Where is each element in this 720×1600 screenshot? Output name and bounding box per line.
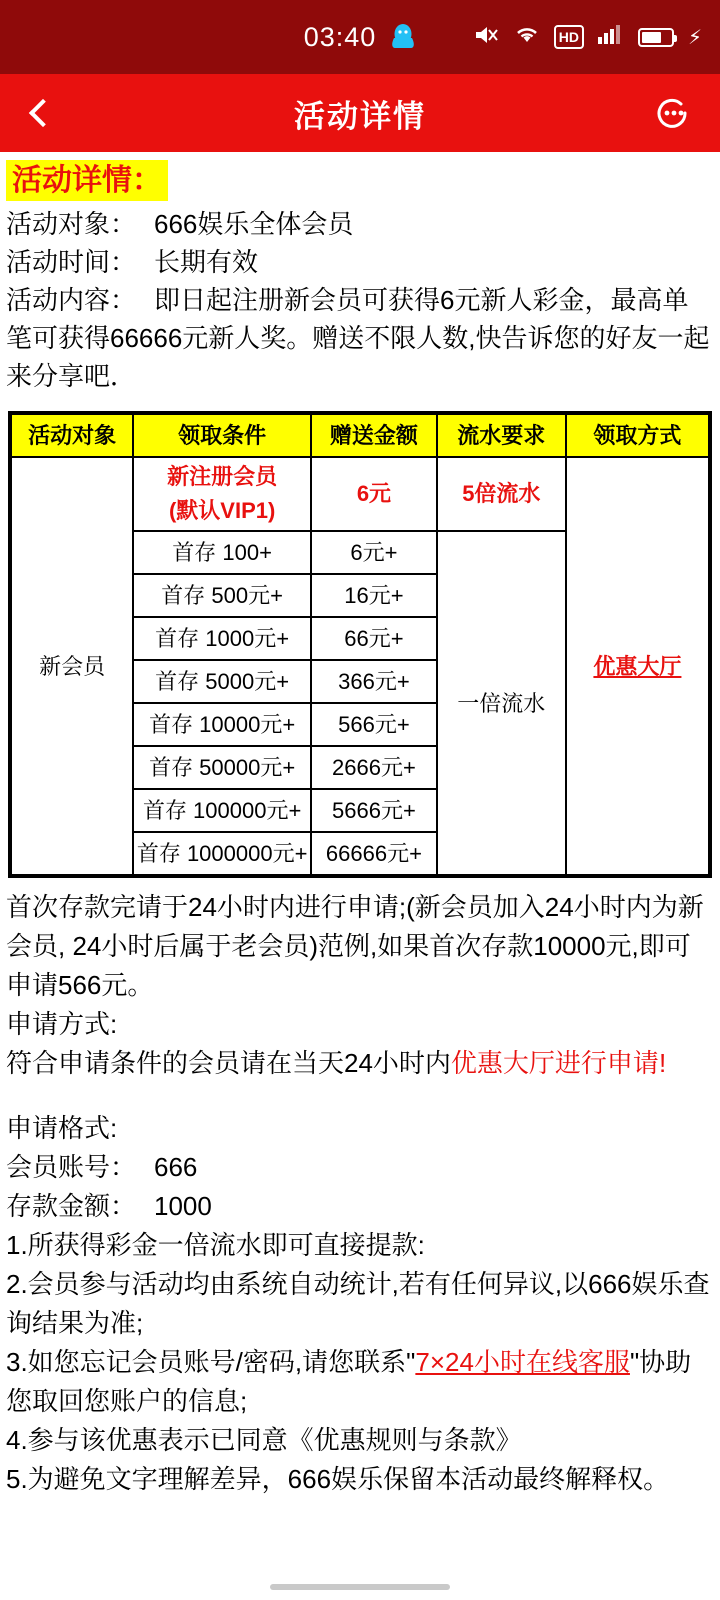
cell-amount: 16元+ bbox=[311, 574, 437, 617]
account-row bbox=[6, 1148, 714, 1187]
cell-condition: 首存 1000元+ bbox=[133, 617, 311, 660]
account-value: 666 bbox=[154, 1152, 198, 1182]
cell-condition: 首存 50000元+ bbox=[133, 746, 311, 789]
cell-condition: 首存 10000元+ bbox=[133, 703, 311, 746]
table-header-row bbox=[11, 414, 709, 457]
cell-amount: 66666元+ bbox=[311, 832, 437, 875]
cell-top-amount: 6元 bbox=[311, 457, 437, 531]
apply-line-prefix: 符合申请条件的会员请在当天24小时内 bbox=[6, 1048, 451, 1078]
table-header-cell: 领取条件 bbox=[133, 414, 311, 457]
cell-condition: 首存 1000000元+ bbox=[133, 832, 311, 875]
deposit-row bbox=[6, 1187, 714, 1226]
cell-condition: 首存 5000元+ bbox=[133, 660, 311, 703]
wifi-icon bbox=[512, 23, 542, 52]
promotion-table-wrapper bbox=[8, 411, 712, 878]
status-bar bbox=[0, 0, 720, 74]
apply-hall-link[interactable]: 优惠大厅进行申请 bbox=[450, 1048, 659, 1078]
cell-lower-flow: 一倍流水 bbox=[437, 531, 566, 875]
note-list-item-3 bbox=[6, 1343, 714, 1421]
notes-section bbox=[6, 888, 714, 1499]
cell-condition: 首存 100+ bbox=[133, 531, 311, 574]
note-list-item: 4.参与该优惠表示已同意《优惠规则与条款》 bbox=[6, 1425, 522, 1455]
note-list-item: 1.所获得彩金一倍流水即可直接提款: bbox=[6, 1230, 425, 1260]
info-value-body: 即日起注册新会员可获得6元新人彩金，最高单笔可获得66666元新人奖。赠送不限人数,快告诉您的好友一起来分享吧． bbox=[6, 285, 710, 391]
deposit-label: 存款金额： bbox=[6, 1191, 137, 1221]
info-value-time: 长期有效 bbox=[154, 247, 259, 277]
note-list-item: 5.为避免文字理解差异，666娱乐保留本活动最终解释权。 bbox=[6, 1464, 670, 1494]
more-circle-icon[interactable] bbox=[650, 91, 694, 135]
charging-bolt-icon: ⚡ bbox=[687, 26, 702, 49]
info-value-object: 666娱乐全体会员 bbox=[154, 209, 354, 239]
info-row-body bbox=[6, 281, 714, 395]
app-bar bbox=[0, 74, 720, 152]
apply-format-label: 申请格式: bbox=[6, 1113, 118, 1143]
cell-amount: 366元+ bbox=[311, 660, 437, 703]
cell-amount: 66元+ bbox=[311, 617, 437, 660]
table-header-cell: 活动对象 bbox=[11, 414, 133, 457]
cell-amount: 566元+ bbox=[311, 703, 437, 746]
cell-top-flow: 5倍流水 bbox=[437, 457, 566, 531]
signal-icon bbox=[596, 23, 626, 52]
note-item3-prefix: 3.如您忘记会员账号/密码,请您联系" bbox=[6, 1347, 416, 1377]
apply-method-label: 申请方式: bbox=[6, 1009, 118, 1039]
promotion-table bbox=[10, 413, 710, 876]
claim-method-link[interactable]: 优惠大厅 bbox=[566, 457, 709, 875]
info-label-time: 活动时间： bbox=[6, 247, 137, 277]
home-indicator bbox=[270, 1584, 450, 1590]
qq-notification-icon bbox=[390, 22, 416, 52]
back-chevron-icon bbox=[29, 99, 57, 127]
cell-activity-object: 新会员 bbox=[11, 457, 133, 875]
table-header-cell: 赠送金额 bbox=[311, 414, 437, 457]
activity-detail-content bbox=[0, 152, 720, 1499]
apply-method-line bbox=[6, 1044, 714, 1083]
hd-icon: HD bbox=[554, 25, 584, 49]
cell-amount: 6元+ bbox=[311, 531, 437, 574]
cell-condition: 首存 500元+ bbox=[133, 574, 311, 617]
info-label-body: 活动内容： bbox=[6, 285, 137, 315]
note-list-item: 2.会员参与活动均由系统自动统计,若有任何异议,以666娱乐查询结果为准; bbox=[6, 1269, 710, 1338]
online-service-link[interactable]: 7×24小时在线客服 bbox=[415, 1347, 630, 1377]
cell-top-condition bbox=[133, 457, 311, 531]
section-title: 活动详情： bbox=[6, 160, 168, 201]
notes-spacer bbox=[6, 1083, 714, 1109]
cell-top-condition-line1: 新注册会员 bbox=[167, 464, 278, 489]
note-paragraph-1: 首次存款完请于24小时内进行申请;(新会员加入24小时内为新会员, 24小时后属于老会员)范例,如果首次存款10000元,即可申请566元。 bbox=[6, 892, 704, 1000]
deposit-value: 1000 bbox=[154, 1191, 212, 1221]
note-item3-suffix: "协助您取回您账户的信息; bbox=[6, 1347, 692, 1416]
cell-top-condition-line2: (默认VIP1) bbox=[168, 498, 276, 523]
page-title: 活动详情 bbox=[294, 98, 426, 134]
cell-amount: 5666元+ bbox=[311, 789, 437, 832]
info-label-object: 活动对象： bbox=[6, 209, 137, 239]
info-row-time bbox=[6, 243, 714, 281]
cell-amount: 2666元+ bbox=[311, 746, 437, 789]
account-label: 会员账号： bbox=[6, 1152, 137, 1182]
table-header-cell: 领取方式 bbox=[566, 414, 709, 457]
mute-icon bbox=[472, 23, 500, 52]
apply-line-suffix: ! bbox=[658, 1048, 667, 1078]
back-button[interactable] bbox=[0, 103, 86, 123]
table-row bbox=[11, 457, 709, 531]
table-header-cell: 流水要求 bbox=[437, 414, 566, 457]
info-row-object bbox=[6, 205, 714, 243]
status-bar-icons bbox=[472, 0, 702, 74]
battery-icon bbox=[638, 28, 674, 47]
status-bar-clock: 03:40 bbox=[303, 21, 377, 52]
cell-condition: 首存 100000元+ bbox=[133, 789, 311, 832]
